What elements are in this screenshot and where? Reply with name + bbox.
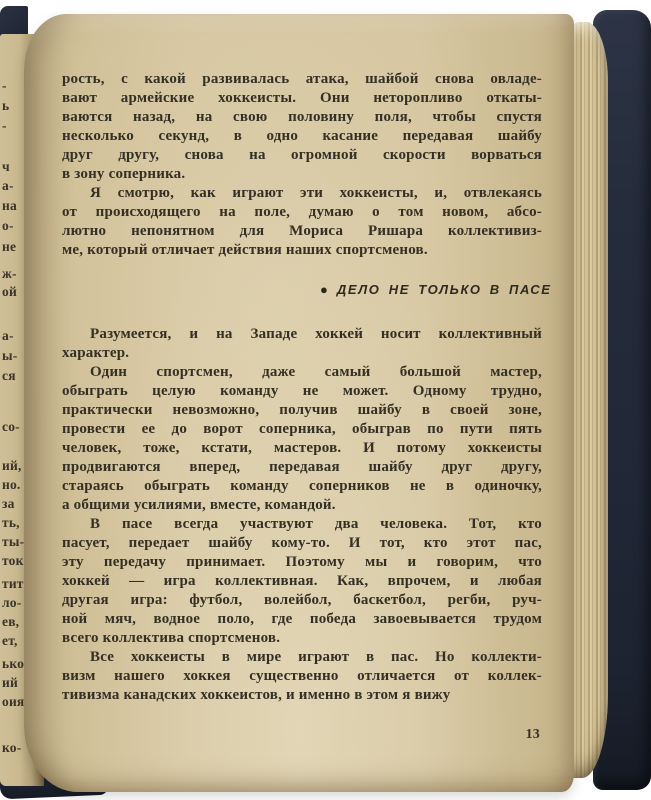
text-line: хоккей — игра коллективная. Как, впрочем, и любая xyxy=(62,573,542,589)
left-page-text-fragment: ся xyxy=(2,368,16,383)
text-line: эту передачу принимает. Поэтому мы и говорим, что xyxy=(62,554,542,570)
section-heading xyxy=(62,280,552,299)
text-line: лютно непонятном для Мориса Ришара коллективиз- xyxy=(62,223,542,239)
left-page-text-fragment: но. xyxy=(2,477,21,492)
left-page-text-fragment: тит xyxy=(2,576,24,591)
text-line: рость, с какой развивалась атака, шайбой снова овладе- xyxy=(62,71,542,87)
left-page-text-fragment: ь xyxy=(2,98,10,113)
left-page-text-fragment: ток xyxy=(2,553,24,568)
text-line: а общими усилиями, вместе, командой. xyxy=(62,497,336,513)
text-line: Я смотрю, как играют эти хоккеисты, и, отвлекаясь xyxy=(90,185,542,201)
left-page-text-fragment: за xyxy=(2,496,15,511)
text-line: ваются назад, на свою половину поля, чтобы спустя xyxy=(62,109,542,125)
text-line: пасует, передает шайбу кому-то. И тот, кто этот пас, xyxy=(62,535,542,551)
left-page-text-fragment: ч xyxy=(2,159,10,174)
left-page-text-fragment: ько xyxy=(2,656,25,671)
left-page-text-fragment: - xyxy=(2,118,7,133)
left-page-text-fragment: ий xyxy=(2,675,18,690)
left-page-text-fragment: на xyxy=(2,198,17,213)
page-number: 13 xyxy=(525,727,540,742)
text-line: практически невозможно, получив шайбу в своей зоне, xyxy=(62,402,542,418)
left-page-text-fragment: а- xyxy=(2,328,14,343)
book-page xyxy=(24,14,574,792)
text-line: человек, тоже, кстати, мастеров. И потому хоккеисты xyxy=(62,440,542,456)
left-page-text-fragment: оия xyxy=(2,694,25,709)
left-page-text-fragment: ть, xyxy=(2,515,20,530)
heading-text: ДЕЛО НЕ ТОЛЬКО В ПАСЕ xyxy=(336,282,552,297)
left-page-text-fragment: ий, xyxy=(2,458,22,473)
left-page-text-fragment: со- xyxy=(2,419,20,434)
left-page-text-fragment: ты- xyxy=(2,534,25,549)
left-page-text-fragment: ой xyxy=(2,284,17,299)
text-line: от происходящего на поле, думаю о том новом, абсо- xyxy=(62,204,542,220)
text-line: Один спортсмен, даже самый большой мастер, xyxy=(90,364,542,380)
left-page-text-fragment: ев, xyxy=(2,614,20,629)
left-page-text-fragment: ж- xyxy=(2,266,17,281)
left-page-text-fragment: - xyxy=(2,78,7,93)
text-line: ме, который отличает действия наших спортсменов. xyxy=(62,242,428,258)
text-line: несколько секунд, в одно касание передавая шайбу xyxy=(62,128,542,144)
text-line: другая игра: футбол, волейбол, баскетбол, регби, руч- xyxy=(62,592,542,608)
left-page-text-fragment: о- xyxy=(2,218,14,233)
text-line: ной мяч, водное поло, где победа завоевывается трудом xyxy=(62,611,542,627)
left-page-text-fragment: ы- xyxy=(2,348,18,363)
text-line: обыграть целую команду не может. Одному трудно, xyxy=(62,383,542,399)
text-block xyxy=(62,70,552,744)
text-line: провести ее до ворот соперника, обыграв по пути пять xyxy=(62,421,542,437)
text-line: вают армейские хоккеисты. Они неторопливо откаты- xyxy=(62,90,542,106)
text-line: друг другу, снова на огромной скорости ворваться xyxy=(62,147,542,163)
text-line: всего коллектива спортсменов. xyxy=(62,630,281,646)
left-page-text-fragment: ло- xyxy=(2,595,22,610)
text-line: визм нашего хоккея существенно отличается от коллек- xyxy=(62,668,542,684)
text-line: В пасе всегда участвуют два человека. Тот, кто xyxy=(90,516,542,532)
text-line: продвигаются вперед, передавая шайбу друг другу, xyxy=(62,459,542,475)
text-line: характер. xyxy=(62,345,130,361)
text-line: в зону соперника. xyxy=(62,166,186,182)
text-line: стараясь обыграть команду соперников не в одиночку, xyxy=(62,478,542,494)
left-page-text-fragment: не xyxy=(2,239,17,254)
text-line: Все хоккеисты в мире играют в пас. Но коллекти- xyxy=(90,649,542,665)
text-line: тивизма канадских хоккеистов, и именно в этом я вижу xyxy=(62,687,451,703)
left-page-text-fragment: а- xyxy=(2,178,14,193)
text-line: Разумеется, и на Западе хоккей носит коллективный xyxy=(90,326,542,342)
left-page-text-fragment: ет, xyxy=(2,633,18,648)
left-page-text-fragment: ко- xyxy=(2,740,22,755)
heading-bullet-icon: ● xyxy=(320,282,328,297)
